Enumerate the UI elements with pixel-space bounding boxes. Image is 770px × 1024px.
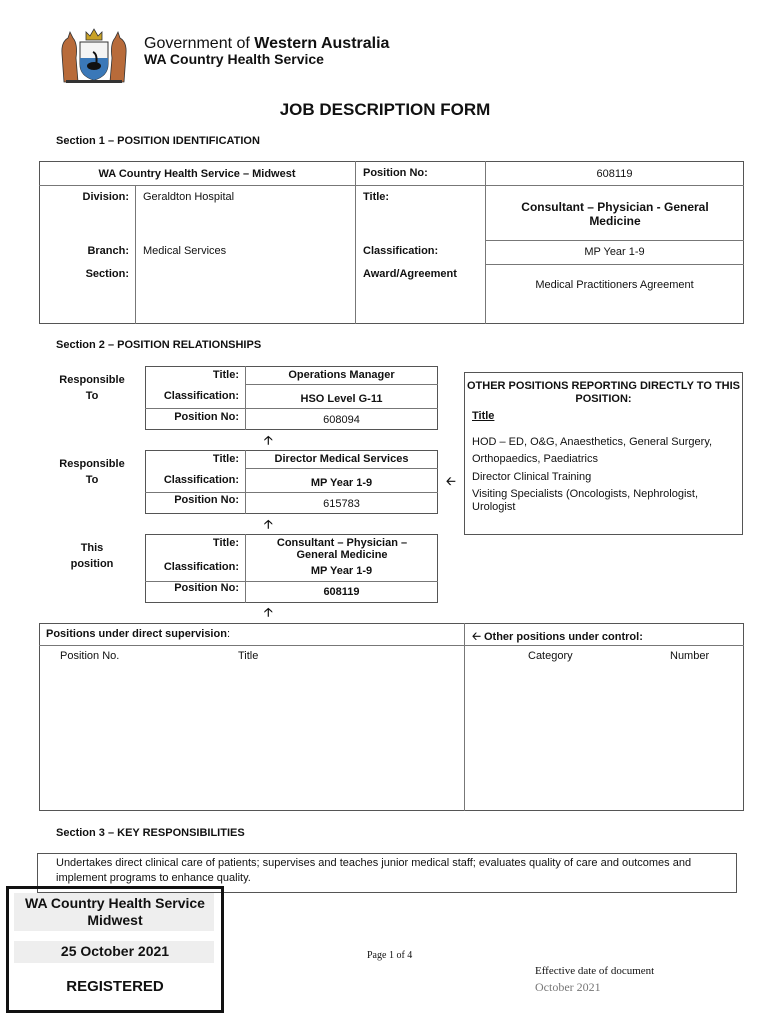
title-value: Consultant – Physician - General Medicine: [521, 200, 709, 228]
box2-classification-label: Classification:: [163, 474, 239, 486]
box1-position-no: 608094: [323, 414, 360, 426]
other-item: HOD – ED, O&G, Anaesthetics, General Surgery,: [472, 436, 713, 448]
stamp-line: WA Country Health Service: [25, 895, 205, 911]
divider: [485, 240, 744, 241]
divider: [485, 161, 486, 324]
left-arrow-icon: 🡠: [446, 474, 456, 488]
box1-position-no-label: Position No:: [174, 411, 239, 423]
wachs-line: WA Country Health Service: [144, 51, 324, 67]
divider: [245, 384, 438, 385]
box1-classification: HSO Level G-11: [300, 393, 383, 405]
page-title: JOB DESCRIPTION FORM: [279, 100, 491, 119]
label-line: To: [85, 390, 99, 402]
stamp-line: Midwest: [87, 912, 143, 928]
responsible-to-label-1: [50, 372, 134, 404]
this-position-label: [50, 540, 134, 572]
label-line: This: [80, 542, 104, 554]
title-label: Title:: [363, 191, 390, 203]
position-no-value: 608119: [596, 168, 633, 180]
stamp-date: 25 October 2021: [60, 943, 170, 959]
up-arrow-icon: 🡡: [264, 433, 273, 447]
label-line: Responsible: [59, 374, 125, 386]
label-line: position: [70, 558, 114, 570]
box2-classification: MP Year 1-9: [310, 477, 373, 489]
box3-classification-label: Classification:: [163, 561, 239, 573]
other-positions-heading: OTHER POSITIONS REPORTING DIRECTLY TO THIS POSITION:: [467, 380, 740, 405]
award-value: Medical Practitioners Agreement: [535, 279, 694, 291]
divider: [135, 185, 136, 324]
divider: [485, 264, 744, 265]
box3-title-label: Title:: [212, 537, 239, 549]
divider: [145, 492, 438, 493]
col-number: Number: [670, 650, 710, 662]
stamp-status: REGISTERED: [66, 978, 164, 995]
up-arrow-icon: 🡡: [264, 605, 273, 619]
box2-position-no: 615783: [323, 498, 360, 510]
division-value: Geraldton Hospital: [143, 191, 235, 203]
org-name: WA Country Health Service – Midwest: [98, 168, 296, 180]
label-line: Responsible: [59, 458, 125, 470]
award-label: Award/Agreement: [363, 268, 457, 280]
other-title-label: Title: [472, 410, 495, 422]
label-line: To: [85, 474, 99, 486]
gov-text: Government of: [144, 35, 250, 52]
stamp-org: [6, 895, 224, 929]
divider: [464, 623, 465, 811]
left-arrow-icon: 🡠: [472, 631, 481, 643]
box1-classification-label: Classification:: [163, 390, 239, 402]
label-text: Other positions under control:: [483, 631, 643, 643]
gov-text-bold: Western Australia: [254, 35, 390, 52]
other-control-label: [472, 628, 643, 647]
box1-title-label: Title:: [212, 369, 239, 381]
divider: [145, 408, 438, 409]
wa-crest-logo: [56, 24, 132, 84]
direct-supervision-label: [46, 628, 230, 640]
classification-value: MP Year 1-9: [584, 246, 645, 258]
col-position-no: Position No.: [60, 650, 120, 662]
box3-classification: MP Year 1-9: [310, 565, 373, 577]
divider: [355, 161, 356, 324]
other-item: Director Clinical Training: [472, 471, 592, 483]
col-category: Category: [528, 650, 573, 662]
position-no-label: Position No:: [363, 167, 428, 179]
supervision-table: [39, 623, 744, 811]
col-title: Title: [238, 650, 259, 662]
label-text: Positions under direct supervision: [46, 628, 227, 640]
other-item: Orthopaedics, Paediatrics: [472, 453, 598, 465]
other-item: Visiting Specialists (Oncologists, Nephrologist, Urologist: [472, 488, 699, 513]
page-number: Page 1 of 4: [367, 950, 413, 961]
effective-date-label: Effective date of document: [535, 965, 655, 977]
branch-label: Branch:: [87, 245, 129, 257]
divider: [39, 185, 744, 186]
key-responsibilities-text: Undertakes direct clinical care of patients; supervises and teaches junior medical staff; evaluates quality of care and outcomes and implement programs to enhance quality.: [56, 857, 692, 884]
effective-date-value: October 2021: [535, 980, 601, 994]
box1-title: Operations Manager: [288, 369, 395, 381]
classification-label: Classification:: [363, 245, 439, 257]
label-colon: :: [226, 628, 230, 640]
box2-title: Director Medical Services: [274, 453, 409, 465]
responsible-to-label-2: [50, 456, 134, 488]
divider: [245, 468, 438, 469]
box2-position-no-label: Position No:: [174, 494, 239, 506]
section2-heading: Section 2 – POSITION RELATIONSHIPS: [56, 339, 262, 351]
section3-heading: Section 3 – KEY RESPONSIBILITIES: [56, 827, 245, 839]
section-label: Section:: [85, 268, 129, 280]
division-label: Division:: [82, 191, 129, 203]
up-arrow-icon: 🡡: [264, 517, 273, 531]
branch-value: Medical Services: [143, 245, 227, 257]
box3-position-no: 608119: [323, 586, 360, 598]
box3-title: Consultant – Physician – General Medicine: [276, 537, 408, 561]
box2-title-label: Title:: [212, 453, 239, 465]
box3-position-no-label: Position No:: [174, 582, 239, 594]
section1-heading: Section 1 – POSITION IDENTIFICATION: [56, 135, 260, 147]
